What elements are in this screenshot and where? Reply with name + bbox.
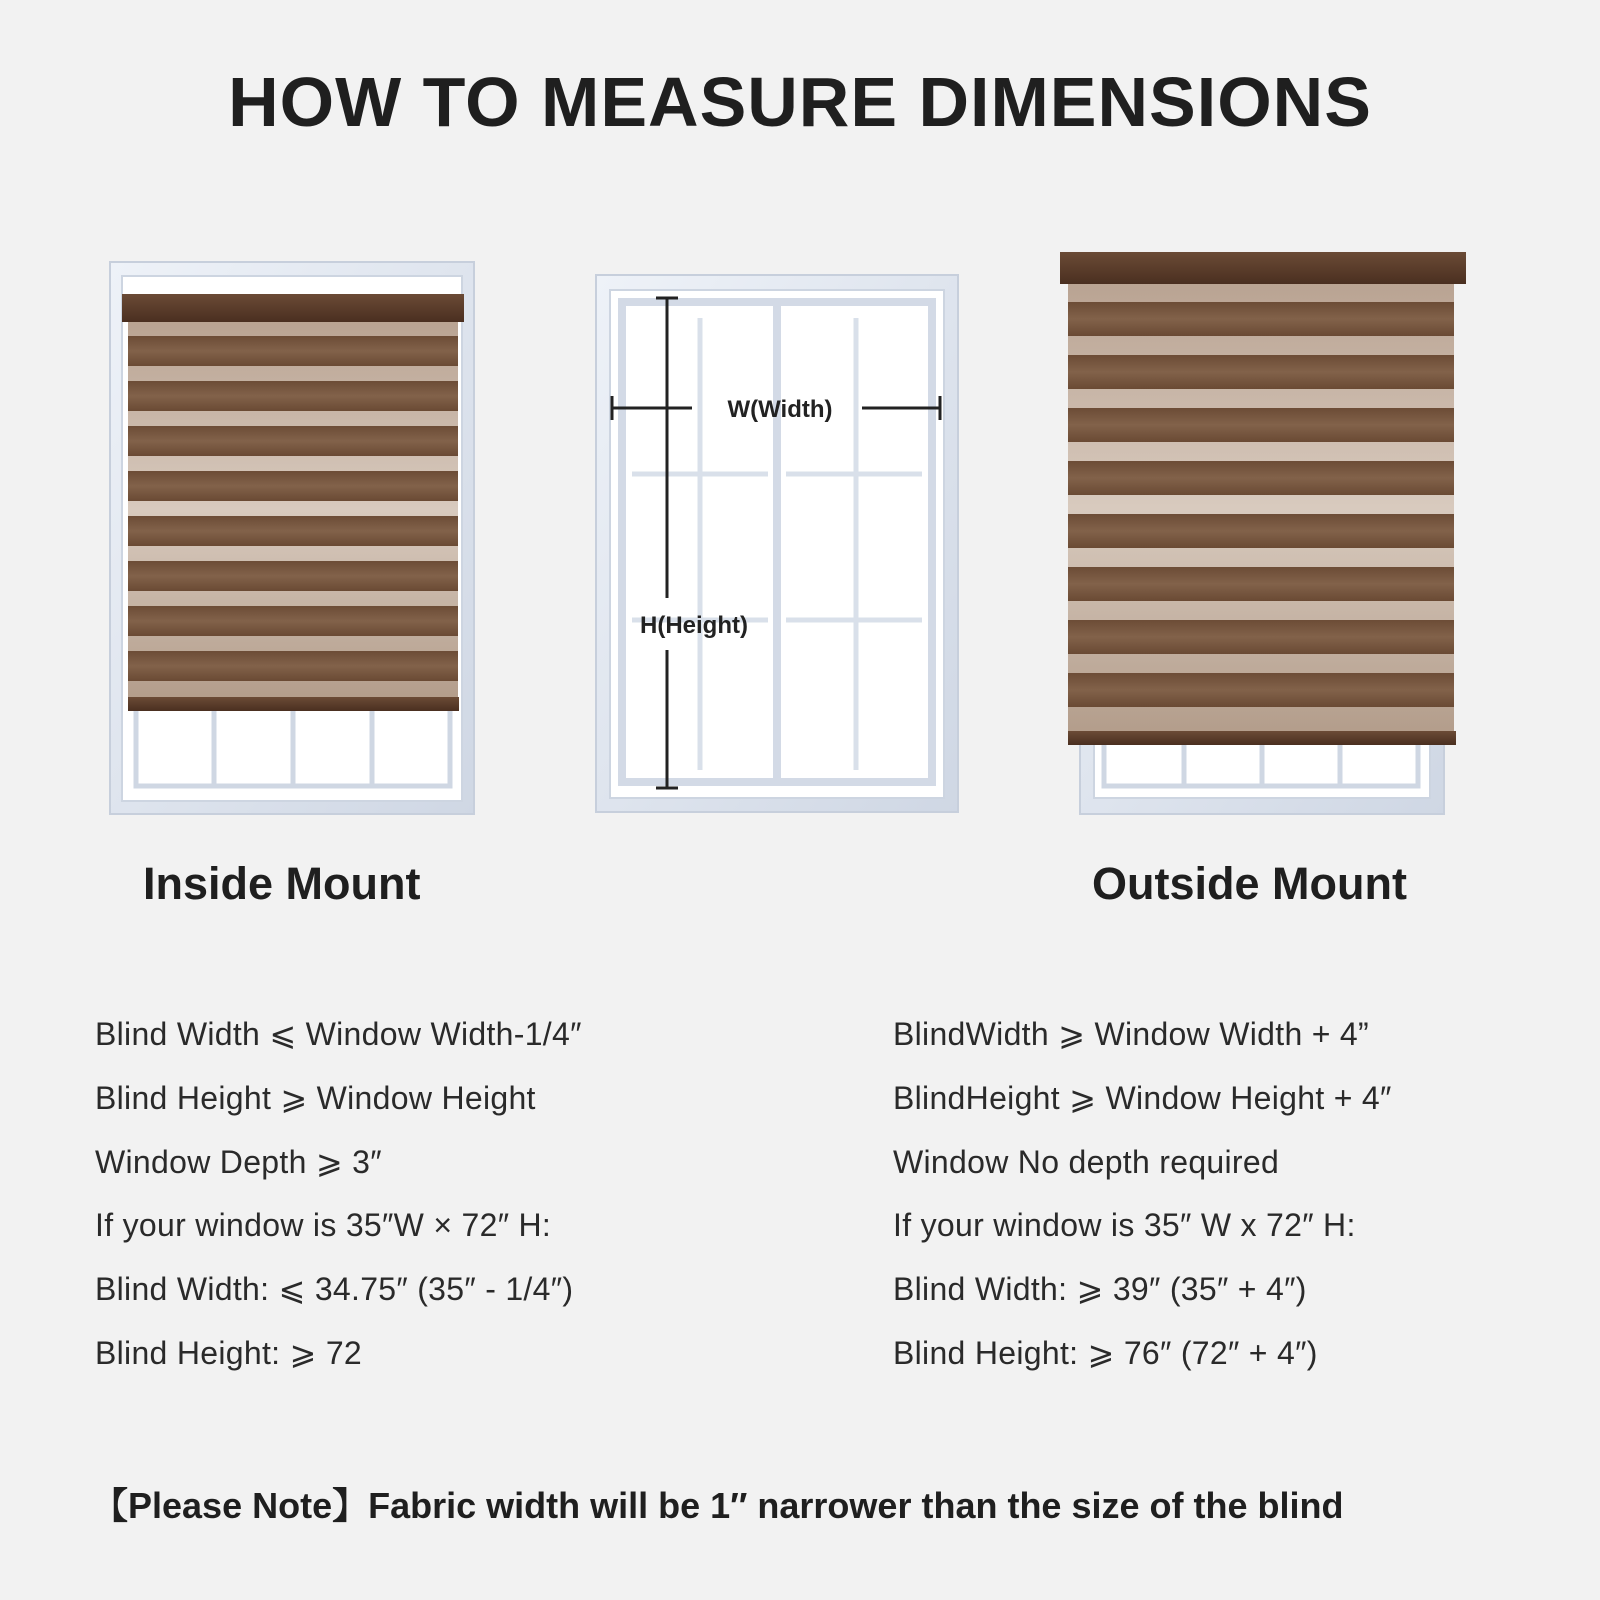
page-title: HOW TO MEASURE DIMENSIONS (228, 63, 1372, 141)
outside-mount-specs (893, 1018, 1392, 1401)
fabric-width-note: 【Please Note】Fabric width will be 1″ narrower than the size of the blind (92, 1485, 1344, 1526)
outside-mount-heading: Outside Mount (1092, 858, 1407, 909)
spec-line: Window No depth required (893, 1143, 1280, 1180)
outside-mount-window-illustration (1060, 252, 1466, 814)
spec-line: Blind Height: ⩾ 72 (95, 1334, 363, 1371)
spec-line: If your window is 35″W × 72″ H: (95, 1207, 552, 1244)
spec-line: If your window is 35″ W x 72″ H: (893, 1207, 1356, 1244)
inside-mount-specs (95, 1018, 582, 1401)
measure-window-illustration (596, 275, 958, 812)
width-label: W(Width) (727, 396, 833, 423)
inside-mount-window-illustration (110, 262, 474, 814)
spec-line: Blind Width: ⩽ 34.75″ (35″ - 1/4″) (95, 1271, 574, 1308)
inside-mount-heading: Inside Mount (143, 858, 421, 909)
spec-line: Window Depth ⩾ 3″ (95, 1143, 382, 1180)
spec-line: Blind Width ⩽ Window Width-1/4″ (95, 1016, 582, 1052)
spec-line: BlindHeight ⩾ Window Height + 4″ (893, 1079, 1392, 1116)
spec-line: Blind Height ⩾ Window Height (95, 1079, 536, 1116)
spec-line: Blind Width: ⩾ 39″ (35″ + 4″) (893, 1271, 1307, 1308)
spec-line: Blind Height: ⩾ 76″ (72″ + 4″) (893, 1334, 1318, 1371)
height-label: H(Height) (640, 612, 748, 639)
spec-line: BlindWidth ⩾ Window Width + 4” (893, 1016, 1369, 1052)
